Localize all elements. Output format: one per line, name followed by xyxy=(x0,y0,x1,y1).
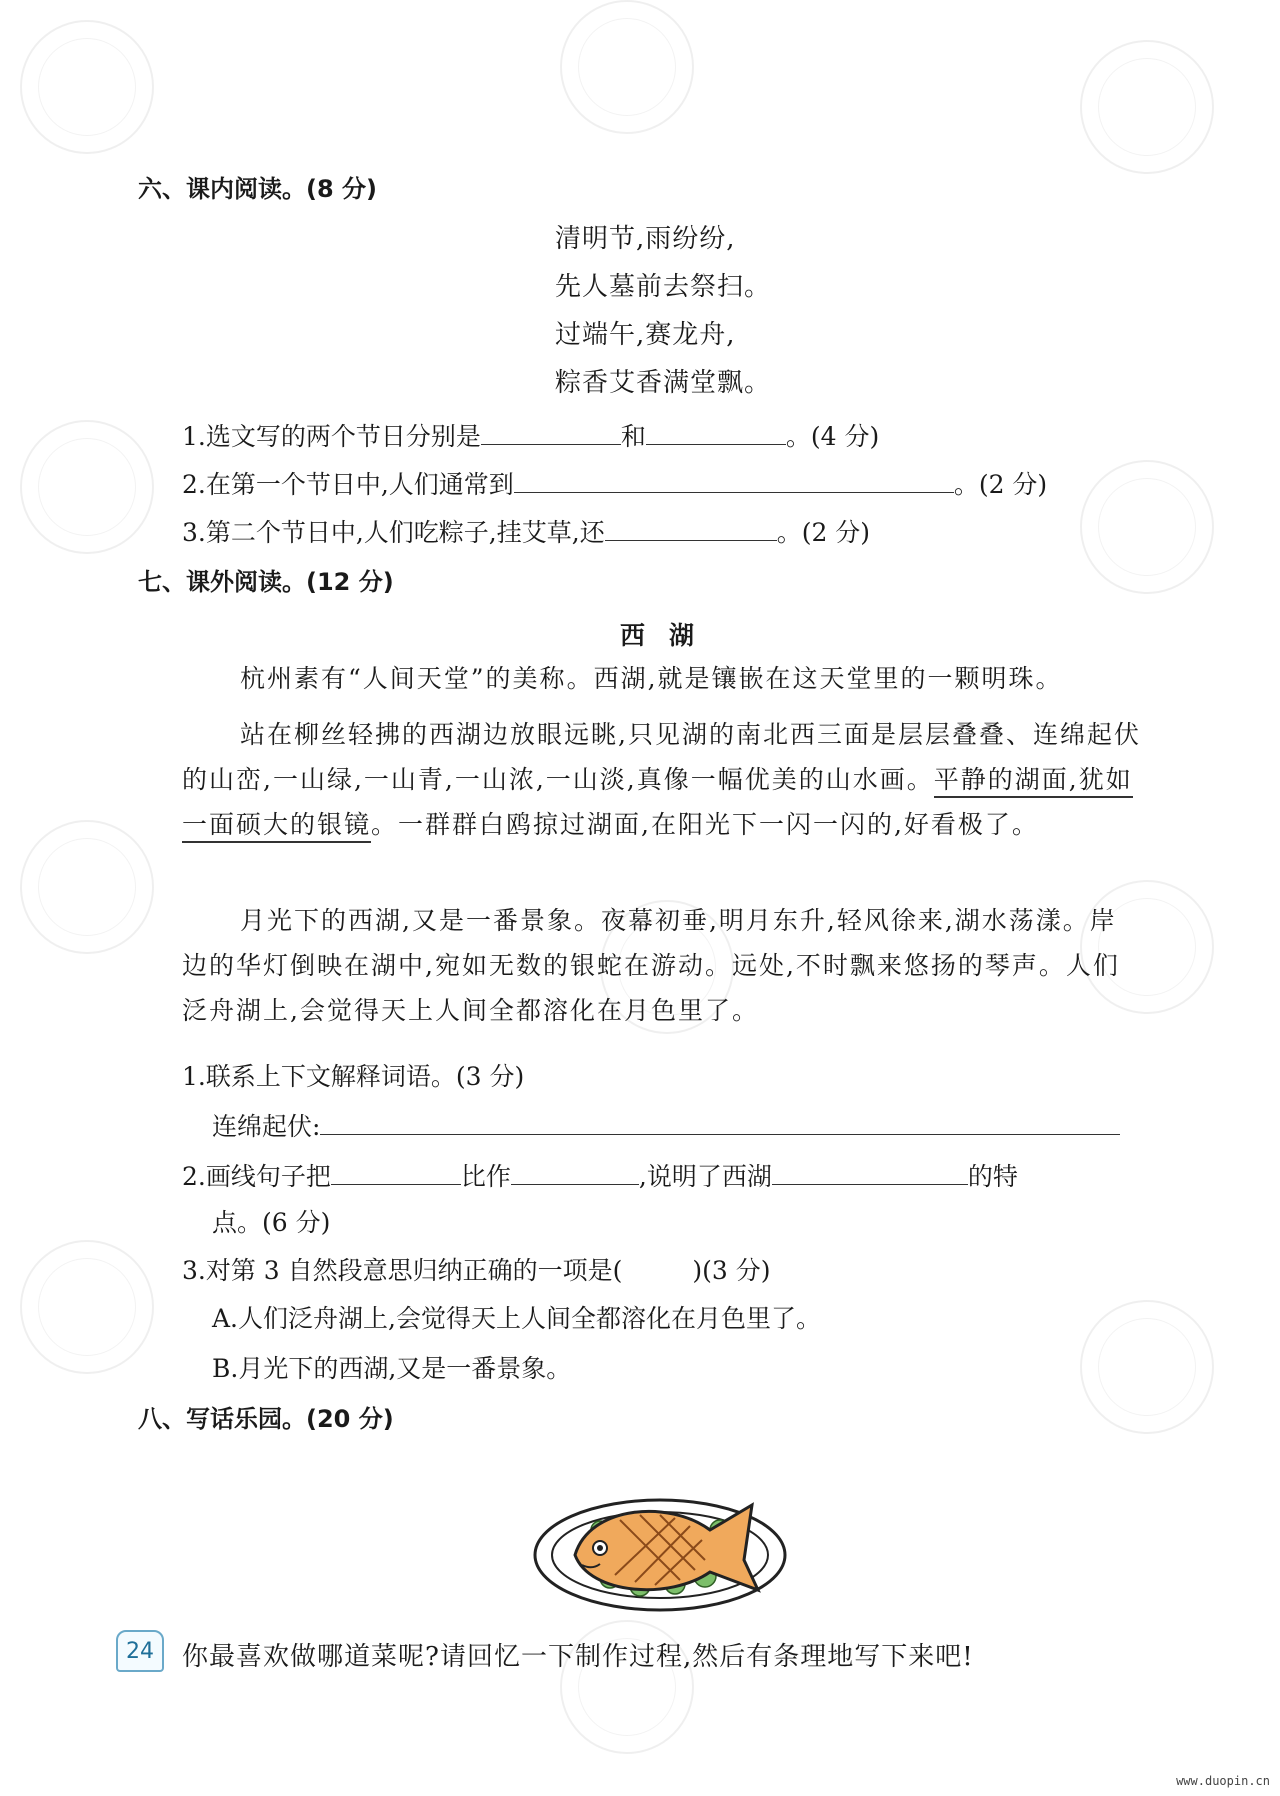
question-text: 。(2 分) xyxy=(776,518,871,547)
paragraph-text: 站在柳丝轻拂的西湖边放眼远眺,只见湖的南北西三面是层层叠叠、连绵起伏的山峦,一山绿,一山青,一山浓,一山淡,真像一幅优美的山水画。 xyxy=(182,720,1141,794)
passage-paragraph-2 xyxy=(182,712,1142,847)
question-text: ,说明了西湖 xyxy=(638,1162,772,1191)
poem-line: 粽香艾香满堂飘。 xyxy=(555,368,772,398)
passage-paragraph-1: 杭州素有“人间天堂”的美称。西湖,就是镶嵌在这天堂里的一颗明珠。 xyxy=(240,664,1063,693)
paragraph-text: 。一群群白鸥掠过湖面,在阳光下一闪一闪的,好看极了。 xyxy=(371,810,1039,839)
question-6-1 xyxy=(182,418,879,454)
question-text: 的特 xyxy=(967,1162,1018,1191)
watermark-seal xyxy=(20,20,154,154)
page-number-badge: 24 xyxy=(116,1630,164,1672)
poem-line: 过端午,赛龙舟, xyxy=(555,320,736,350)
fish-dish-illustration xyxy=(530,1460,790,1620)
question-text: 。(2 分) xyxy=(953,470,1048,499)
answer-blank[interactable] xyxy=(511,1158,639,1185)
watermark-seal xyxy=(1080,460,1214,594)
option-b[interactable]: B.月光下的西湖,又是一番景象。 xyxy=(212,1354,572,1383)
poem-line: 先人墓前去祭扫。 xyxy=(555,272,772,302)
question-text: 3.对第 3 自然段意思归纳正确的一项是( xyxy=(182,1256,623,1285)
answer-blank[interactable] xyxy=(772,1158,968,1185)
watermark-seal xyxy=(1080,1300,1214,1434)
answer-blank[interactable] xyxy=(605,514,777,541)
question-text: )(3 分) xyxy=(692,1256,771,1285)
question-7-3 xyxy=(182,1254,771,1288)
question-text: 1.选文写的两个节日分别是 xyxy=(182,422,481,451)
question-text: 3.第二个节日中,人们吃粽子,挂艾草,还 xyxy=(182,518,605,547)
question-7-2-cont: 点。(6 分) xyxy=(212,1208,331,1237)
word-label: 连绵起伏: xyxy=(212,1112,321,1141)
answer-blank[interactable] xyxy=(514,466,954,493)
question-text: 2.画线句子把 xyxy=(182,1162,331,1191)
answer-blank[interactable] xyxy=(320,1108,1120,1135)
question-text: 比作 xyxy=(460,1162,511,1191)
question-text: 和 xyxy=(620,422,646,451)
question-7-2 xyxy=(182,1158,1018,1194)
passage-paragraph-3: 月光下的西湖,又是一番景象。夜幕初垂,明月东升,轻风徐来,湖水荡漾。岸边的华灯倒映在湖中,宛如无数的银蛇在游动。远处,不时飘来悠扬的琴声。人们泛舟湖上,会觉得天上人间全都溶化在月色里了。 xyxy=(182,906,1120,1025)
answer-blank[interactable] xyxy=(481,418,621,445)
poem-line: 清明节,雨纷纷, xyxy=(555,224,736,254)
question-7-1-word xyxy=(212,1108,1120,1144)
watermark-seal xyxy=(20,1240,154,1374)
question-6-3 xyxy=(182,514,870,550)
answer-blank[interactable] xyxy=(646,418,786,445)
watermark-seal xyxy=(1080,40,1214,174)
section-heading: 八、写话乐园。(20 分) xyxy=(138,1405,394,1433)
watermark-seal xyxy=(560,0,694,134)
watermark-seal xyxy=(20,420,154,554)
option-a[interactable]: A.人们泛舟湖上,会觉得天上人间全都溶化在月色里了。 xyxy=(212,1304,821,1333)
section-heading: 七、课外阅读。(12 分) xyxy=(138,568,394,596)
writing-prompt: 你最喜欢做哪道菜呢?请回忆一下制作过程,然后有条理地写下来吧! xyxy=(182,1642,974,1672)
question-text: 2.在第一个节日中,人们通常到 xyxy=(182,470,514,499)
question-text: 。(4 分) xyxy=(785,422,880,451)
watermark-seal xyxy=(20,820,154,954)
question-7-1: 1.联系上下文解释词语。(3 分) xyxy=(182,1062,525,1091)
footer-url: www.duopin.cn xyxy=(1176,1774,1270,1788)
underlined-sentence: 平静的湖面,犹如一面硕大的银镜 xyxy=(182,765,1133,843)
question-6-2 xyxy=(182,466,1047,502)
fish-dish-image xyxy=(530,1460,790,1620)
passage-title: 西湖 xyxy=(620,621,719,650)
answer-blank[interactable] xyxy=(331,1158,461,1185)
section-heading: 六、课内阅读。(8 分) xyxy=(138,175,377,203)
